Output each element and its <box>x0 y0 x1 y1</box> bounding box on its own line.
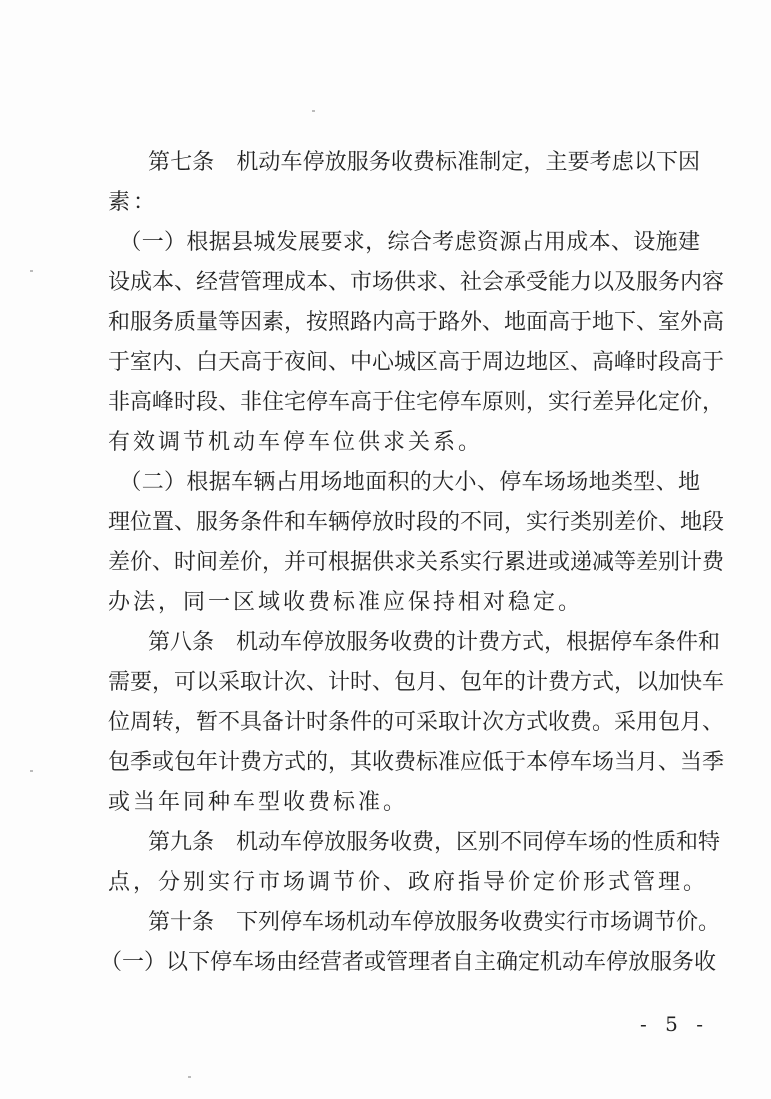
text-line: 包季或包年计费方式的，其收费标准应低于本停车场当月、当季 <box>108 750 725 775</box>
text-line: 设成本、经营管理成本、市场供求、社会承受能力以及服务内容 <box>108 270 725 295</box>
text-line: 第八条 机动车停放服务收费的计费方式，根据停车条件和 <box>148 630 721 655</box>
scan-speck <box>188 1076 191 1078</box>
scan-speck <box>312 110 315 112</box>
text-line: 差价、时间差价，并可根据供求关系实行累进或递减等差别计费 <box>108 550 725 575</box>
text-line: 或当年同种车型收费标准。 <box>108 790 409 815</box>
text-line: 办法，同一区域收费标准应保持相对稳定。 <box>108 590 584 615</box>
text-line: 需要，可以采取计次、计时、包月、包年的计费方式，以加快车 <box>108 670 725 695</box>
text-line: 点，分别实行市场调节价、政府指导价定价形式管理。 <box>108 870 709 895</box>
scan-speck <box>30 770 33 772</box>
text-line: 于室内、白天高于夜间、中心城区高于周边地区、高峰时段高于 <box>108 350 725 375</box>
text-line: （二）根据车辆占用场地面积的大小、停车场场地类型、地 <box>108 470 700 495</box>
text-line: 第七条 机动车停放服务收费标准制定，主要考虑以下因 <box>148 150 700 175</box>
text-line: （一）根据县城发展要求，综合考虑资源占用成本、设施建 <box>108 230 700 255</box>
text-line: 位周转，暂不具备计时条件的可采取计次方式收费。采用包月、 <box>108 710 725 735</box>
text-line: 有效调节机动车停车位供求关系。 <box>108 430 484 455</box>
text-line: 素： <box>108 190 159 215</box>
text-line: 第九条 机动车停放服务收费，区别不同停车场的性质和特 <box>148 830 721 855</box>
scan-speck <box>30 270 33 272</box>
page-number: - 5 - <box>640 1012 709 1036</box>
text-line: 非高峰时段、非住宅停车高于住宅停车原则，实行差异化定价， <box>108 390 725 415</box>
text-line: 第十条 下列停车场机动车停放服务收费实行市场调节价。 <box>148 910 721 935</box>
text-line: 理位置、服务条件和车辆停放时段的不同，实行类别差价、地段 <box>108 510 725 535</box>
text-line: （一）以下停车场由经营者或管理者自主确定机动车停放服务收 <box>100 950 717 975</box>
text-line: 和服务质量等因素，按照路内高于路外、地面高于地下、室外高 <box>108 310 725 335</box>
